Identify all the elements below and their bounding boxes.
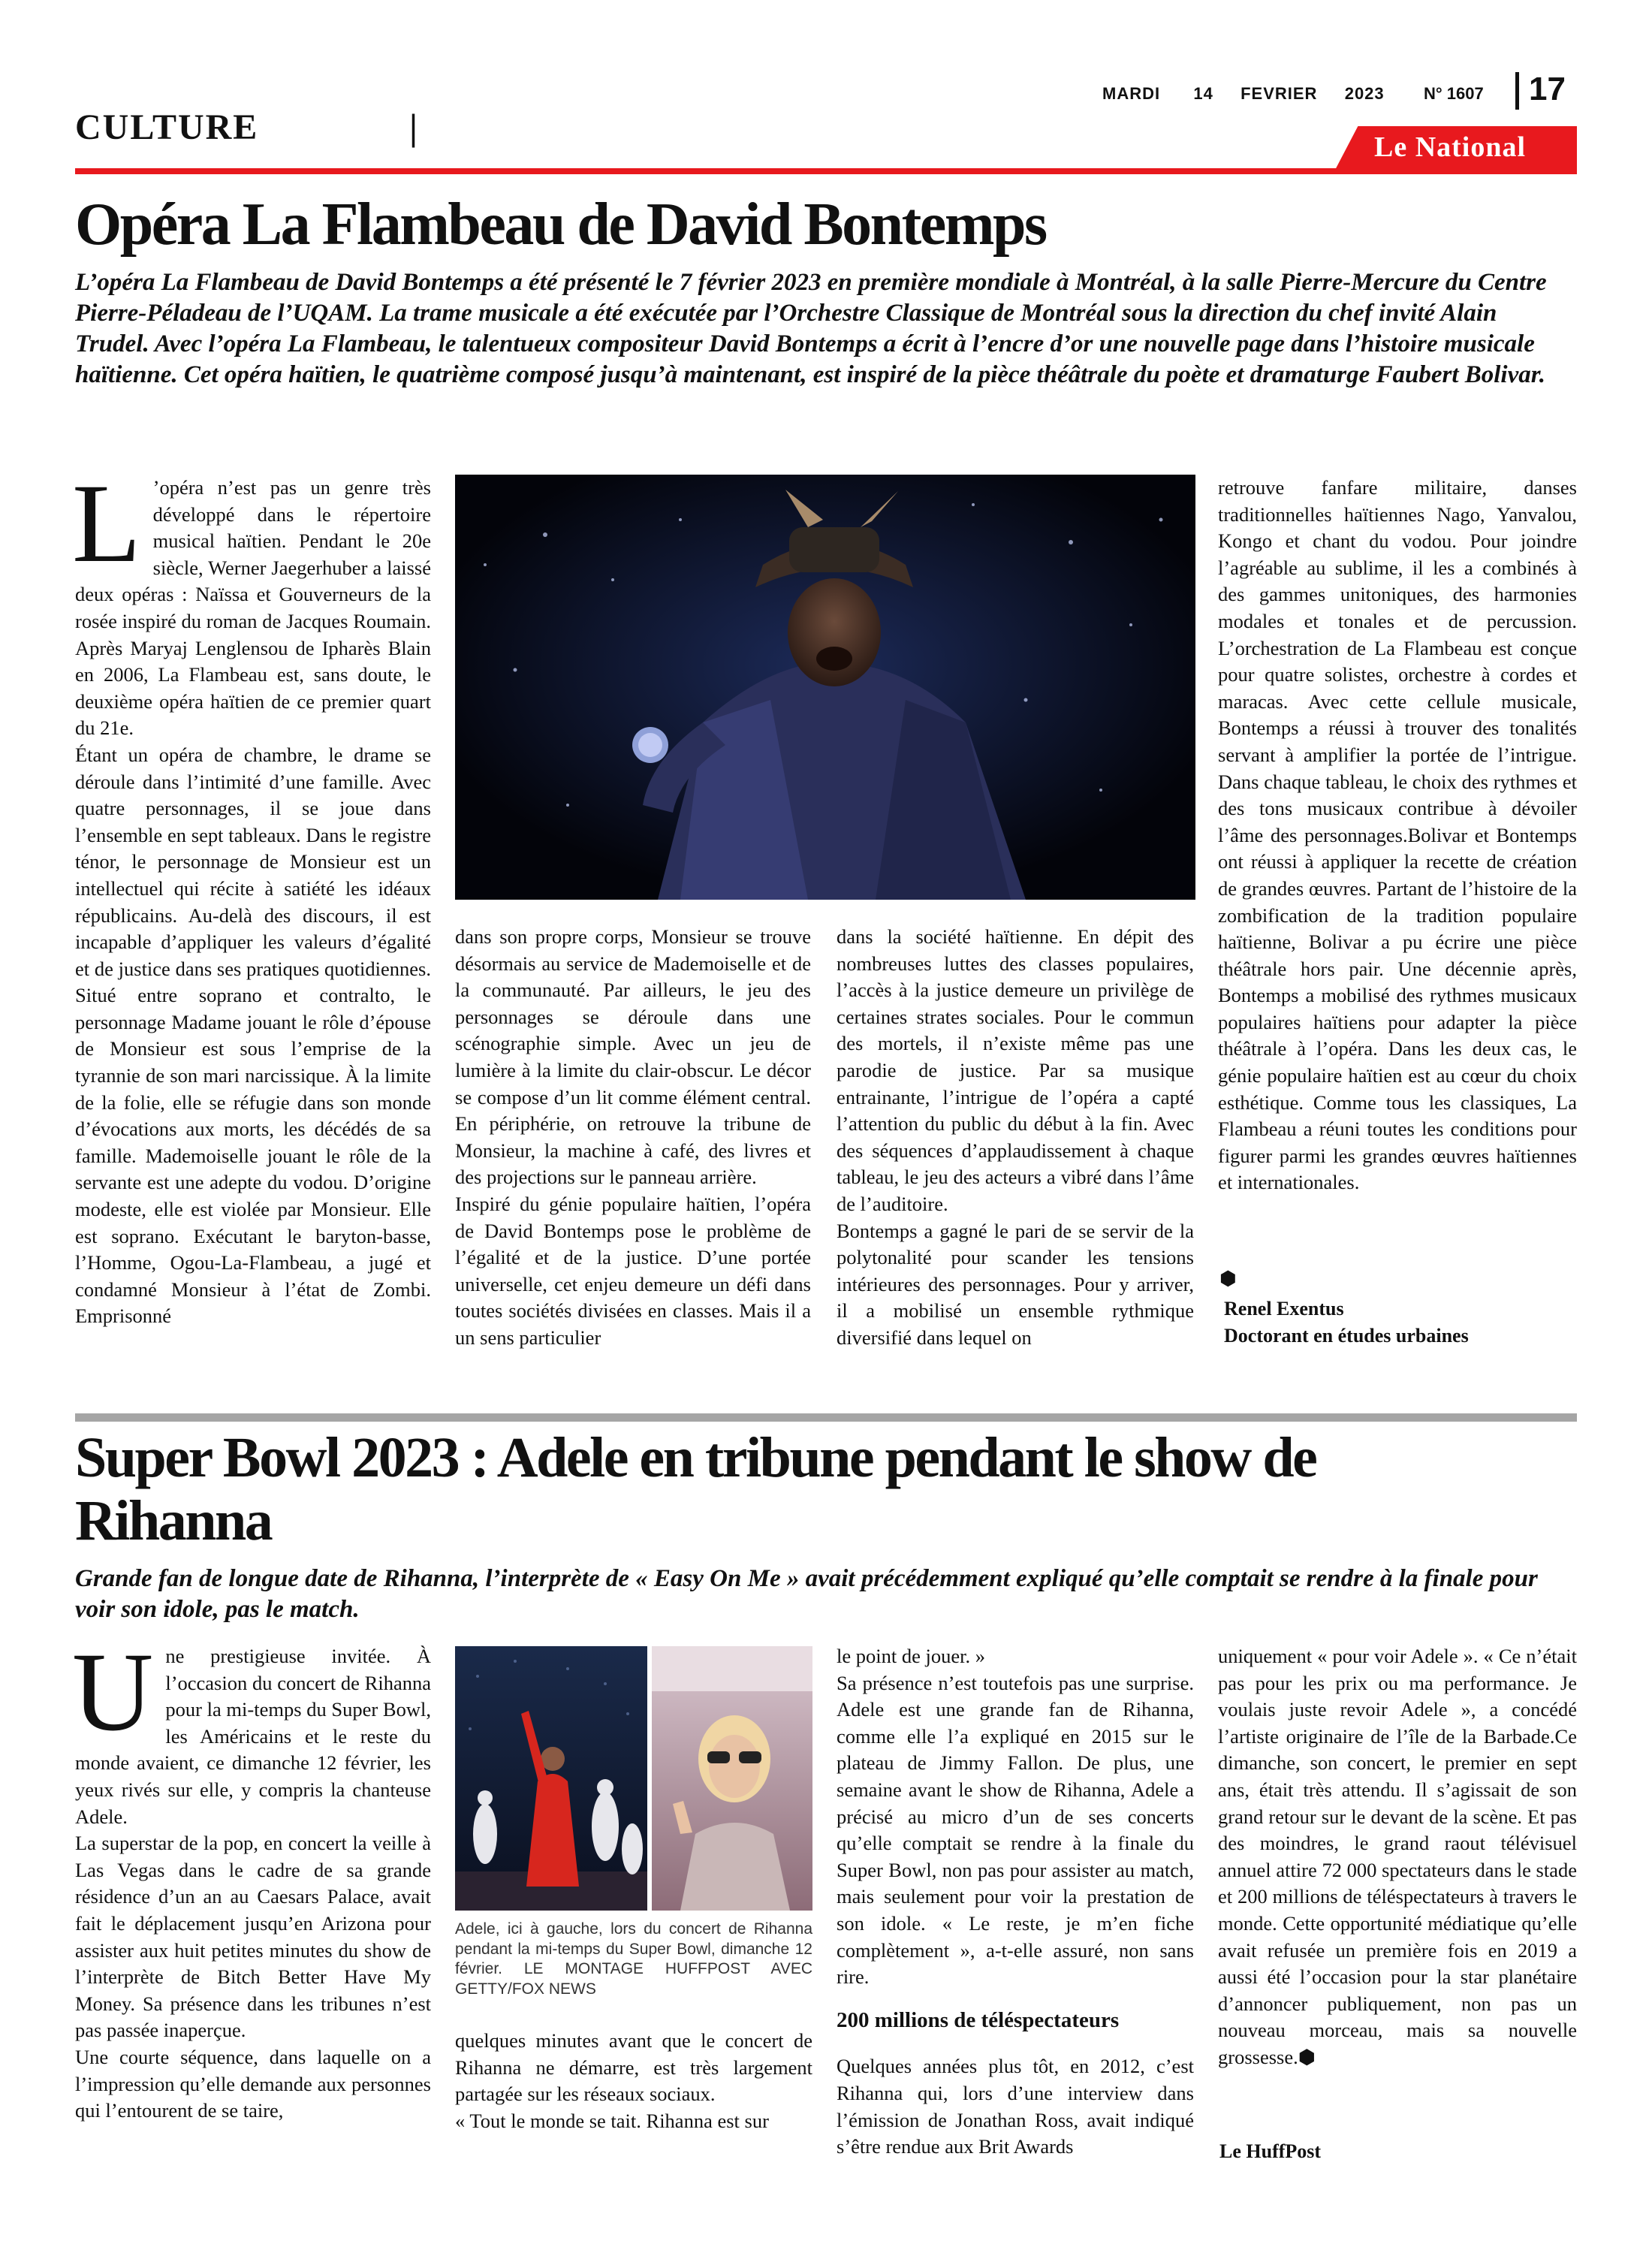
header-rule xyxy=(75,168,1577,174)
article2-end-mark: ⬢ xyxy=(1298,2045,1316,2068)
article2-col2-para2: « Tout le monde se tait. Rihanna est sur xyxy=(455,2109,769,2132)
article-divider xyxy=(75,1413,1577,1422)
article2-source: Le HuffPost xyxy=(1219,2140,1322,2162)
superbowl-photo-montage xyxy=(455,1646,812,1911)
page-number-rule xyxy=(1515,72,1519,110)
photo-caption: Adele, ici à gauche, lors du concert de Rihanna pendant la mi-temps du Super Bowl, dimanche 12 février. LE MONTAGE HUFFPOST AVEC GETTY/FOX NEWS xyxy=(455,1920,812,1998)
article2-col4-para1: uniquement « pour voir Adele ». « Ce n’était pas pour les prix ou ma performance. Je voulais juste revoir Adele », a concédé l’artiste originaire de l’île de la Barbade.Ce dimanche, son concert, le premier en sept ans, était très attendu. Il s’agissait de son grand retour sur le devant de la scène. Et pas des moindres, le grand raout télévisuel annuel attire 72 000 spectateurs dans le stade et 200 millions de téléspectateurs à travers le monde. Cette opportunité médiatique qu’elle avait refusée un première fois en 2019 a aussi été l’occasion pour la star planétaire d’annoncer publiquement, non pas un nouveau morceau, mais sa nouvelle grossesse. xyxy=(1218,1645,1577,2068)
article1-col1-para1: ’opéra n’est pas un genre très développé dans le répertoire musical haïtien. Pendant le 20e siècle, Werner Jaegerhuber a laissé deux opéras : Naïssa et Gouverneurs de la rosée inspiré du roman de Jacques Roumain. Après Maryaj Lenglensou de Ipharès Blain en 2006, La Flambeau est, sans doute, le deuxième opéra haïtien de ce premier quart du 21e. xyxy=(75,476,431,740)
article2-col1-para2: La superstar de la pop, en concert la veille à Las Vegas dans le cadre de sa grande résidence d’un an au Caesars Palace, avait fait le déplacement jusqu’en Arizona pour assister aux huit petites minutes du show de l’interprète de Bitch Better Have My Money. Sa présence dans les tribunes n’est pas passée inaperçue. xyxy=(75,1832,431,2042)
date-number: 14 xyxy=(1193,84,1213,103)
article2-dropcap: U xyxy=(72,1630,154,1754)
date-day: MARDI xyxy=(1102,84,1161,103)
opera-performer-photo xyxy=(455,475,1195,900)
article1-col2-para1: dans son propre corps, Monsieur se trouve désormais au service de Mademoiselle et de la communauté. Par ailleurs, le jeu des personnages se déroule dans une scénographie simple. Avec un jeu de lumière à la limite du clair-obscur. Le décor se compose d’un lit comme élément central. En périphérie, on retrouve la tribune de Monsieur, la machine à café, des livres et des projections sur le panneau arrière. xyxy=(455,925,811,1189)
article1-column-2 xyxy=(455,924,811,1352)
date-month: FEVRIER xyxy=(1241,84,1318,103)
article1-column-4 xyxy=(1218,475,1577,1196)
article2-subhead: 200 millions de téléspectateurs xyxy=(837,2007,1120,2032)
article2-column-4 xyxy=(1218,1643,1577,2071)
article1-col3-para1: dans la société haïtienne. En dépit des nombreuses luttes des classes populaires, l’accès à la justice demeure un privilège de certaines strates sociales. Pour le commun des mortels, il n’existe même pas une parodie de justice. Par sa musique entrainante, l’intrigue de l’opéra a capté l’attention du public du début à la fin. Avec des séquences d’applaudissement à chaque tableau, le jeu des acteurs a vibré dans l’âme de l’auditoire. xyxy=(837,925,1194,1215)
article1-column-3 xyxy=(837,924,1194,1352)
date-year: 2023 xyxy=(1344,84,1385,103)
article1-col4-para1: retrouve fanfare militaire, danses traditionnelles haïtiennes Nago, Yanvalou, Kongo et chant du vodou. Pour joindre l’agréable au sublime, il les a combinés à des gammes unitoniques, des harmonies modales et tonales et de percussion. L’orchestration de La Flambeau est conçue pour quatre solistes, orchestre à cordes et maracas. Avec cette cellule musicale, Bontemps a réussi à trouver des tonalités servant à amplifier la portée de l’intrigue. Dans chaque tableau, le choix des rythmes et des tons musicaux contribue à dévoiler l’âme des personnages.Bolivar et Bontemps ont réussi à appliquer la recette de création de grandes œuvres. Partant de l’histoire de la zombification de la tradition populaire haïtienne, Bolivar a pu écrire une pièce théâtrale hors pair. Une décennie après, Bontemps a mobilisé des rythmes musicaux populaires haïtiens pour adapter la pièce théâtrale à l’opéra. Dans les deux cas, le génie populaire haïtien est au cœur du choix esthétique. Comme tous les classiques, La Flambeau a réuni toutes les conditions pour figurer parmi les grandes œuvres haïtiennes et internationales. xyxy=(1218,476,1577,1194)
article1-column-1 xyxy=(72,461,431,1330)
article1-end-mark: ⬢ xyxy=(1219,1268,1237,1289)
opera-photo-illustration xyxy=(455,475,1195,900)
article2-col2-para1: quelques minutes avant que le concert de Rihanna ne démarre, est très largement partagée sur les réseaux sociaux. xyxy=(455,2029,812,2106)
article1-col3-para2: Bontemps a gagné le pari de se servir de la polytonalité pour scander les tensions intérieures des personnages. Pour y arriver, il a mobilisé un ensemble rythmique diversifié dans lequel on xyxy=(837,1219,1194,1349)
article2-col1-para3: Une courte séquence, dans laquelle on a l’impression qu’elle demande aux personnes qui l’entourent de se taire, xyxy=(75,2045,431,2122)
article1-col2-para2: Inspiré du génie populaire haïtien, l’opéra de David Bontemps pose le problème de l’égalité et de la justice. D’une portée universelle, cet enjeu demeure un défi dans toutes sociétés divisées en classes. Mais il a un sens particulier xyxy=(455,1192,811,1349)
article1-dropcap: L xyxy=(72,461,141,586)
article2-col1-para1: ne prestigieuse invitée. À l’occasion du concert de Rihanna pour la mi-temps du Super Bowl, les Américains et le reste du monde avaient, ce dimanche 12 février, les yeux rivés sur elle, y compris la chanteuse Adele. xyxy=(75,1645,431,1828)
page-number: 17 xyxy=(1529,71,1566,107)
issue-number: N° 1607 xyxy=(1424,84,1484,103)
section-divider: | xyxy=(409,106,418,148)
article2-column-1 xyxy=(72,1630,431,2125)
article1-col1-para2: Étant un opéra de chambre, le drame se déroule dans l’intimité d’une famille. Avec quatre personnages, il se joue dans l’ensemble en sept tableaux. Dans le registre ténor, le personnage de Monsieur est un intellectuel qui récite à satiété les idéaux républicains. Au-delà des discours, il est incapable d’appliquer les valeurs d’égalité et de justice dans ses pratiques quotidiennes. Situé entre soprano et contralto, le personnage Madame jouant le rôle d’épouse de Monsieur est sous l’emprise de la tyrannie de son mari narcissique. À la limite de la folie, elle se réfugie dans son monde d’évocations aux morts, les décédés de sa famille. Mademoiselle jouant le rôle de la servante est une adepte du vodou. D’origine modeste, elle est violée par Monsieur. Elle est soprano. Exécutant le baryton-basse, l’Homme, Ogou-La-Flambeau, a jugé et condamné Monsieur à l’état de Zombi. Emprisonné xyxy=(75,743,431,1328)
article2-title-line2: Rihanna xyxy=(75,1489,272,1552)
article1-title: Opéra La Flambeau de David Bontemps xyxy=(75,192,1046,258)
article2-column-2 xyxy=(455,2028,812,2134)
article1-lede: L’opéra La Flambeau de David Bontemps a été présenté le 7 février 2023 en première mondiale à Montréal, à la salle Pierre-Mercure du Centre Pierre-Péladeau de l’UQAM. La trame musicale a été exécutée par l’Orchestre Classique de Montréal sous la direction du chef invité Alain Trudel. Avec l’opéra La Flambeau, le talentueux compositeur David Bontemps a écrit à l’encre d’or une nouvelle page dans l’histoire musicale haïtienne. Cet opéra haïtien, le quatrième composé jusqu’à maintenant, est inspiré de la pièce théâtrale du poète et dramaturge Faubert Bolivar. xyxy=(75,269,1547,388)
header-date xyxy=(1102,84,1385,104)
article2-column-3 xyxy=(837,1643,1194,2161)
article2-col3-para1: le point de jouer. » xyxy=(837,1645,985,1667)
article2-col3-para3: Quelques années plus tôt, en 2012, c’est Rihanna qui, lors d’une interview dans l’émission de Jonathan Ross, avait indiqué s’être rendue aux Brit Awards xyxy=(837,2055,1194,2158)
article2-title-line1: Super Bowl 2023 : Adele en tribune pendant le show de xyxy=(75,1426,1316,1489)
brand-logo: Le National xyxy=(1374,131,1527,163)
section-label: CULTURE xyxy=(75,107,259,147)
article1-author-role: Doctorant en études urbaines xyxy=(1224,1325,1469,1347)
superbowl-photo-illustration xyxy=(455,1646,812,1911)
article2-col3-para2: Sa présence n’est toutefois pas une surprise. Adele est une grande fan de Rihanna, comme elle l’a expliqué en 2015 sur le plateau de Jimmy Fallon. De plus, une semaine avant le show de Rihanna, Adele a précisé au micro d’un de ses concerts qu’elle comptait se rendre à la finale du Super Bowl, non pas pour assister au match, mais seulement pour voir la prestation de son idole. « Le reste, je m’en fiche complètement », a-t-elle assuré, non sans rire. xyxy=(837,1671,1194,1989)
article1-author: Renel Exentus xyxy=(1224,1298,1344,1320)
article2-lede: Grande fan de longue date de Rihanna, l’interprète de « Easy On Me » avait précédemment expliqué qu’elle comptait se rendre à la finale pour voir son idole, pas le match. xyxy=(75,1565,1538,1623)
